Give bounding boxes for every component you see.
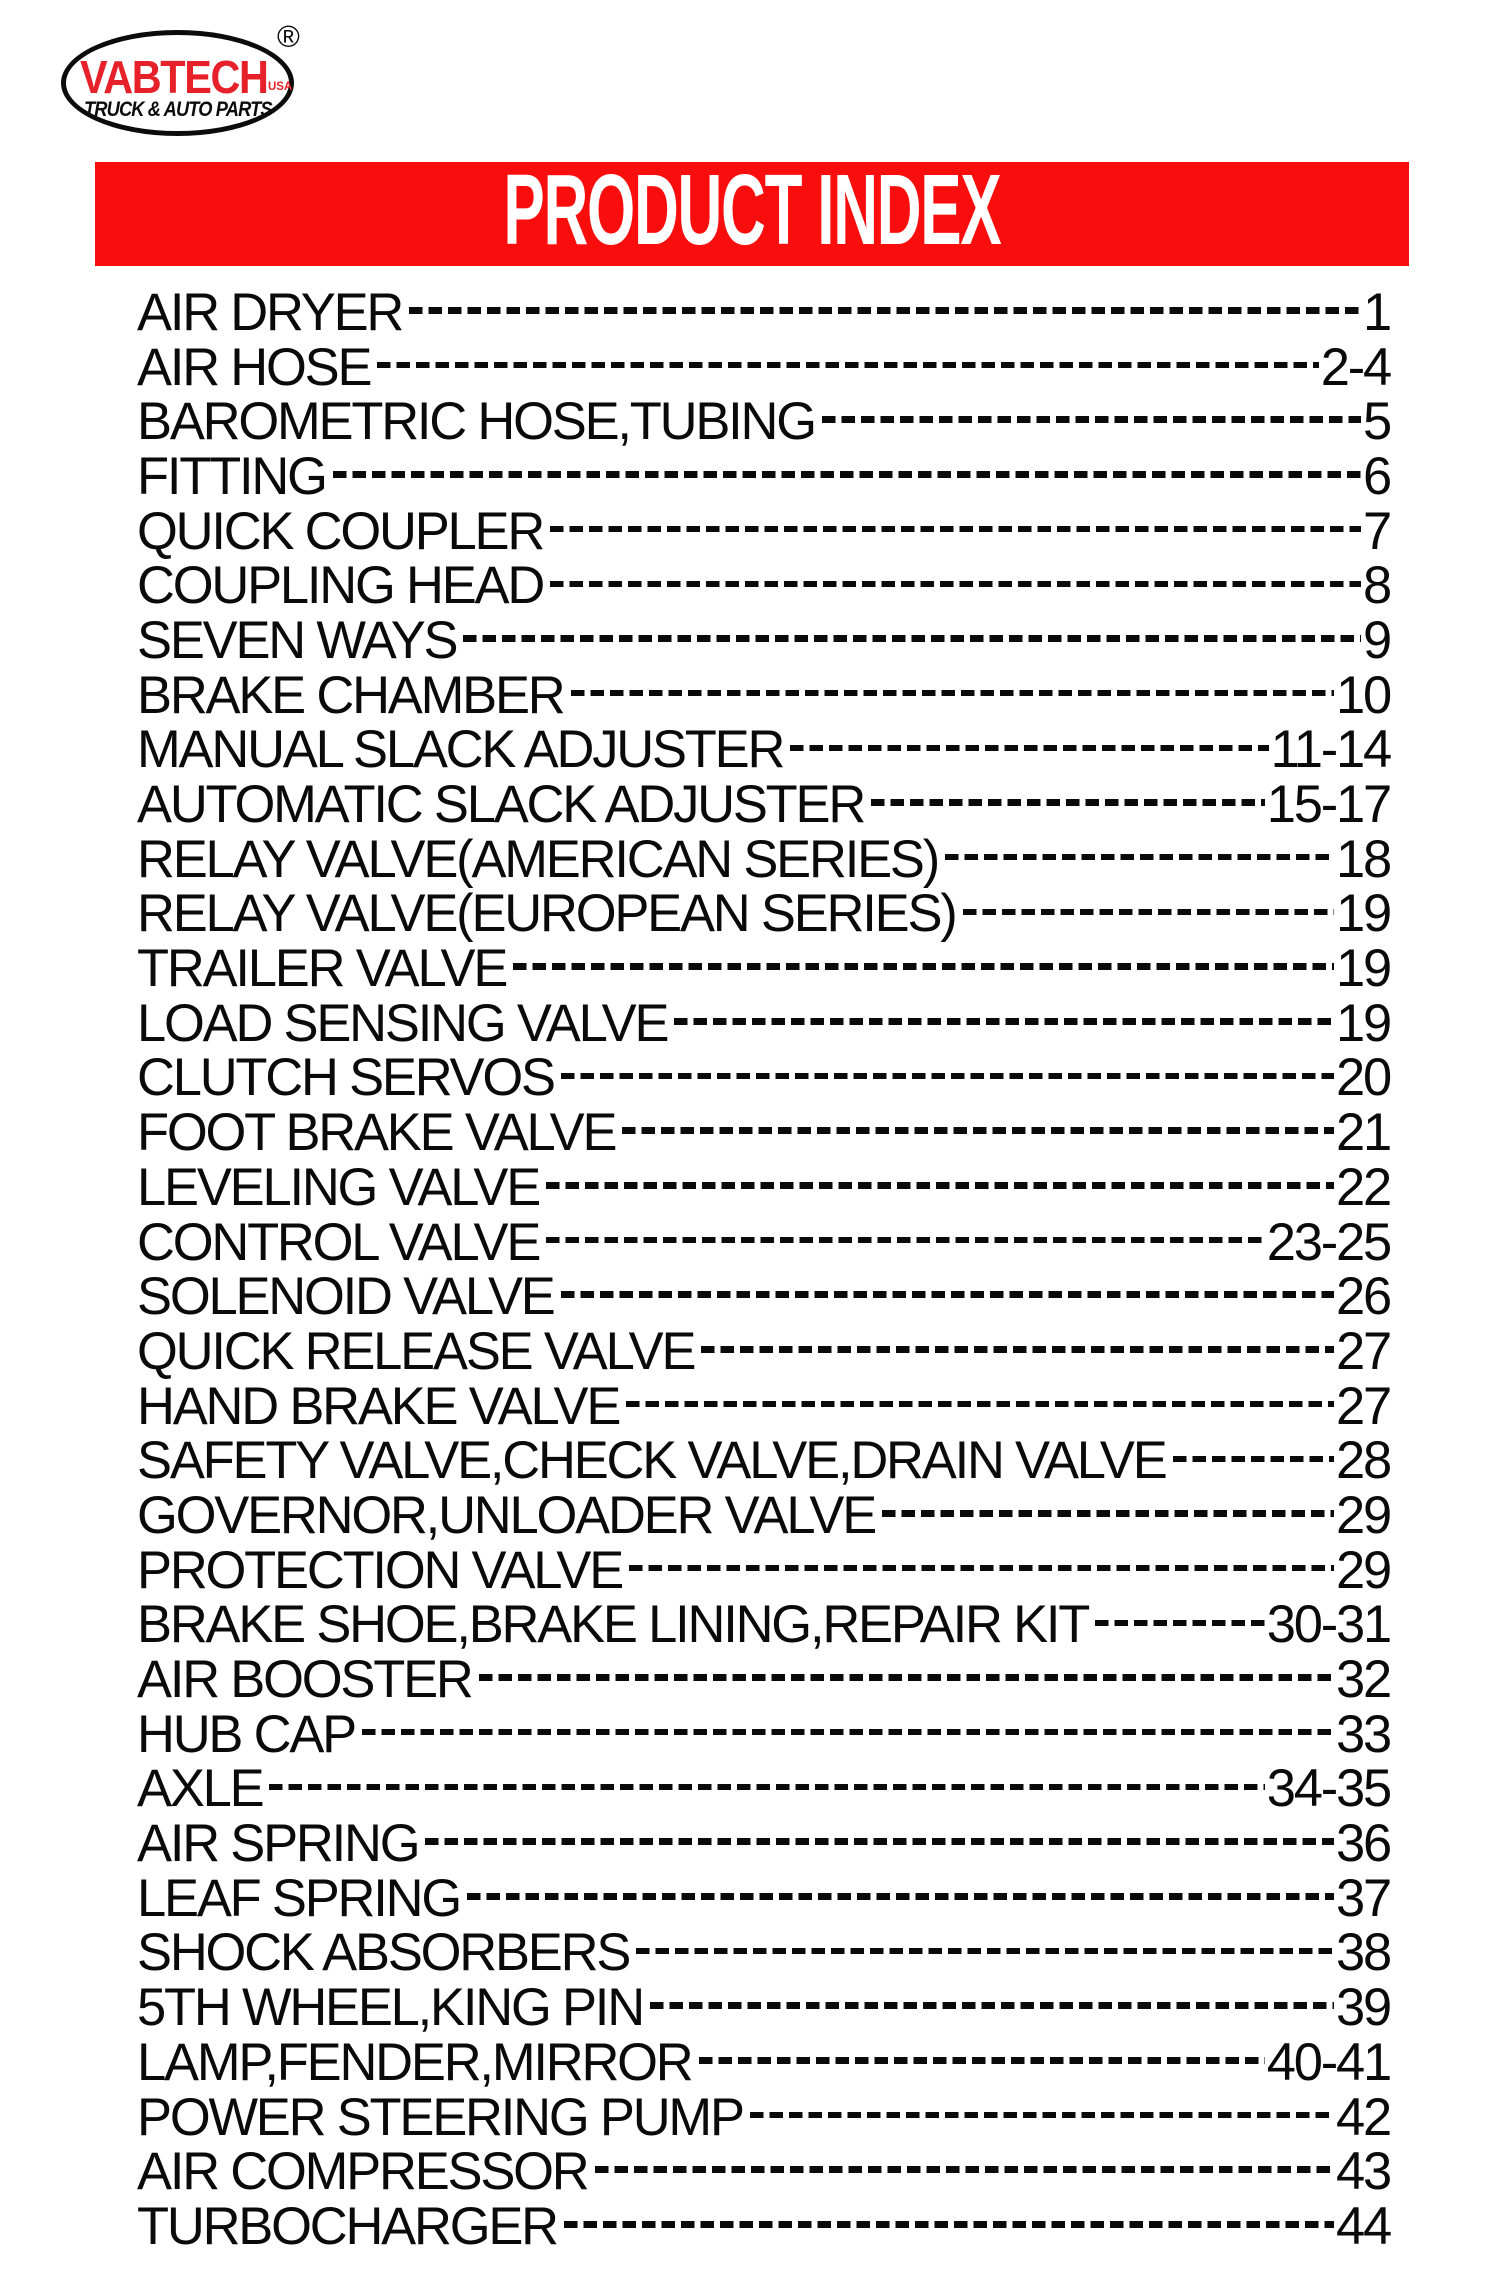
index-row <box>137 1212 1390 1272</box>
item-label: FITTING <box>137 446 326 506</box>
dash-leader <box>425 1838 1334 1845</box>
item-pages: 34-35 <box>1266 1759 1390 1819</box>
dash-leader <box>362 1729 1334 1736</box>
item-label: LEVELING VALVE <box>137 1157 540 1217</box>
item-pages: 7 <box>1363 501 1390 561</box>
index-row <box>137 446 1390 506</box>
index-row <box>137 1923 1390 1983</box>
item-label: SHOCK ABSORBERS <box>137 1923 630 1983</box>
item-pages: 11-14 <box>1270 720 1390 780</box>
item-label: HUB CAP <box>137 1704 355 1764</box>
item-pages: 21 <box>1336 1103 1390 1163</box>
index-row <box>137 775 1390 835</box>
index-row <box>137 337 1390 397</box>
index-row <box>137 1431 1390 1491</box>
index-row <box>137 501 1390 561</box>
dash-leader <box>377 362 1318 369</box>
dash-leader <box>513 963 1334 970</box>
item-pages: 36 <box>1336 1814 1390 1874</box>
item-pages: 39 <box>1336 1978 1390 2038</box>
item-pages: 33 <box>1336 1704 1390 1764</box>
index-row <box>137 1267 1390 1327</box>
item-pages: 23-25 <box>1266 1212 1390 1272</box>
index-row <box>137 282 1390 342</box>
item-label: BRAKE SHOE,BRAKE LINING,REPAIR KIT <box>137 1595 1089 1655</box>
product-index-banner <box>95 154 1409 266</box>
item-label: AUTOMATIC SLACK ADJUSTER <box>137 775 865 835</box>
item-pages: 9 <box>1363 610 1390 670</box>
logo-tagline-text: TRUCK & AUTO PARTS <box>84 98 272 121</box>
item-label: HAND BRAKE VALVE <box>137 1376 620 1436</box>
dash-leader <box>564 2221 1334 2228</box>
item-pages: 37 <box>1336 1868 1390 1928</box>
registered-trademark-icon: ® <box>277 19 300 54</box>
index-row <box>137 1978 1390 2038</box>
item-label: AIR BOOSTER <box>137 1650 472 1710</box>
item-pages: 30-31 <box>1266 1595 1390 1655</box>
index-row <box>137 939 1390 999</box>
item-label: LAMP,FENDER,MIRROR <box>137 2032 692 2092</box>
item-label: LEAF SPRING <box>137 1868 460 1928</box>
index-row <box>137 1868 1390 1928</box>
dash-leader <box>790 745 1268 752</box>
item-label: MANUAL SLACK ADJUSTER <box>137 720 784 780</box>
item-pages: 27 <box>1336 1321 1390 1381</box>
index-row <box>137 1704 1390 1764</box>
index-row <box>137 1759 1390 1819</box>
item-pages: 26 <box>1336 1267 1390 1327</box>
item-label: POWER STEERING PUMP <box>137 2087 743 2147</box>
item-label: RELAY VALVE(AMERICAN SERIES) <box>137 829 939 889</box>
item-pages: 8 <box>1363 556 1390 616</box>
dash-leader <box>871 799 1265 806</box>
dash-leader <box>546 1237 1265 1244</box>
item-label: TRAILER VALVE <box>137 939 507 999</box>
dash-leader <box>882 1510 1334 1517</box>
item-pages: 28 <box>1336 1431 1390 1491</box>
item-pages: 42 <box>1336 2087 1390 2147</box>
index-row <box>137 1595 1390 1655</box>
index-row <box>137 2196 1390 2256</box>
item-pages: 2-4 <box>1320 337 1390 397</box>
index-row <box>137 1485 1390 1545</box>
item-pages: 6 <box>1363 446 1390 506</box>
item-label: AIR HOSE <box>137 337 371 397</box>
item-label: AIR SPRING <box>137 1814 419 1874</box>
index-row <box>137 2142 1390 2202</box>
item-pages: 10 <box>1336 665 1390 725</box>
item-label: SEVEN WAYS <box>137 610 457 670</box>
item-label: QUICK COUPLER <box>137 501 544 561</box>
dash-leader <box>650 2002 1334 2009</box>
vabtech-logo <box>0 0 340 160</box>
dash-leader <box>674 1018 1334 1025</box>
item-pages: 22 <box>1336 1157 1390 1217</box>
item-pages: 19 <box>1336 993 1390 1053</box>
dash-leader <box>546 1182 1334 1189</box>
index-row <box>137 1540 1390 1600</box>
item-pages: 1 <box>1363 282 1390 342</box>
item-label: CONTROL VALVE <box>137 1212 540 1272</box>
item-pages: 27 <box>1336 1376 1390 1436</box>
item-label: GOVERNOR,UNLOADER VALVE <box>137 1485 876 1545</box>
dash-leader <box>333 471 1361 478</box>
index-row <box>137 665 1390 725</box>
item-pages: 29 <box>1336 1540 1390 1600</box>
item-pages: 44 <box>1336 2196 1390 2256</box>
item-label: BAROMETRIC HOSE,TUBING <box>137 392 815 452</box>
index-row <box>137 1814 1390 1874</box>
item-pages: 5 <box>1363 392 1390 452</box>
index-row <box>137 884 1390 944</box>
item-pages: 19 <box>1336 939 1390 999</box>
index-row <box>137 1321 1390 1381</box>
index-list <box>137 282 1390 2256</box>
dash-leader <box>467 1893 1334 1900</box>
dash-leader <box>822 416 1361 423</box>
item-label: RELAY VALVE(EUROPEAN SERIES) <box>137 884 956 944</box>
item-label: PROTECTION VALVE <box>137 1540 623 1600</box>
page-title: PRODUCT INDEX <box>503 154 1001 266</box>
index-row <box>137 1650 1390 1710</box>
item-pages: 32 <box>1336 1650 1390 1710</box>
dash-leader <box>636 1948 1334 1955</box>
item-label: SOLENOID VALVE <box>137 1267 554 1327</box>
dash-leader <box>550 526 1361 533</box>
item-label: AIR DRYER <box>137 282 403 342</box>
item-pages: 20 <box>1336 1048 1390 1108</box>
index-row <box>137 1376 1390 1436</box>
item-pages: 38 <box>1336 1923 1390 1983</box>
dash-leader <box>409 307 1361 314</box>
index-row <box>137 2087 1390 2147</box>
dash-leader <box>750 2112 1334 2119</box>
index-row <box>137 2032 1390 2092</box>
index-row <box>137 610 1390 670</box>
item-label: COUPLING HEAD <box>137 556 544 616</box>
item-label: LOAD SENSING VALVE <box>137 993 668 1053</box>
index-row <box>137 720 1390 780</box>
index-row <box>137 829 1390 889</box>
index-row <box>137 1157 1390 1217</box>
dash-leader <box>561 1291 1334 1298</box>
dash-leader <box>463 635 1361 642</box>
dash-leader <box>595 2166 1334 2173</box>
dash-leader <box>479 1674 1334 1681</box>
item-label: FOOT BRAKE VALVE <box>137 1103 616 1163</box>
logo-brand-text: VABTECH <box>80 51 268 103</box>
item-label: BRAKE CHAMBER <box>137 665 564 725</box>
index-row <box>137 993 1390 1053</box>
dash-leader <box>571 690 1335 697</box>
item-label: CLUTCH SERVOS <box>137 1048 554 1108</box>
item-pages: 18 <box>1336 829 1390 889</box>
dash-leader <box>622 1127 1334 1134</box>
dash-leader <box>963 909 1334 916</box>
item-pages: 19 <box>1336 884 1390 944</box>
dash-leader <box>550 581 1361 588</box>
item-pages: 15-17 <box>1266 775 1390 835</box>
item-label: SAFETY VALVE,CHECK VALVE,DRAIN VALVE <box>137 1431 1166 1491</box>
item-label: QUICK RELEASE VALVE <box>137 1321 695 1381</box>
item-pages: 43 <box>1336 2142 1390 2202</box>
index-row <box>137 392 1390 452</box>
dash-leader <box>699 2057 1265 2064</box>
dash-leader <box>561 1073 1334 1080</box>
item-label: AXLE <box>137 1759 263 1819</box>
item-pages: 40-41 <box>1266 2032 1390 2092</box>
item-pages: 29 <box>1336 1485 1390 1545</box>
index-row <box>137 556 1390 616</box>
index-row <box>137 1048 1390 1108</box>
item-label: TURBOCHARGER <box>137 2196 557 2256</box>
dash-leader <box>269 1784 1264 1791</box>
dash-leader <box>701 1346 1334 1353</box>
dash-leader <box>1173 1456 1334 1463</box>
logo-brand-suffix-text: USA <box>268 81 293 93</box>
dash-leader <box>626 1401 1334 1408</box>
item-label: 5TH WHEEL,KING PIN <box>137 1978 643 2038</box>
dash-leader <box>945 854 1334 861</box>
dash-leader <box>1095 1620 1265 1627</box>
dash-leader <box>629 1565 1334 1572</box>
index-row <box>137 1103 1390 1163</box>
item-label: AIR COMPRESSOR <box>137 2142 588 2202</box>
